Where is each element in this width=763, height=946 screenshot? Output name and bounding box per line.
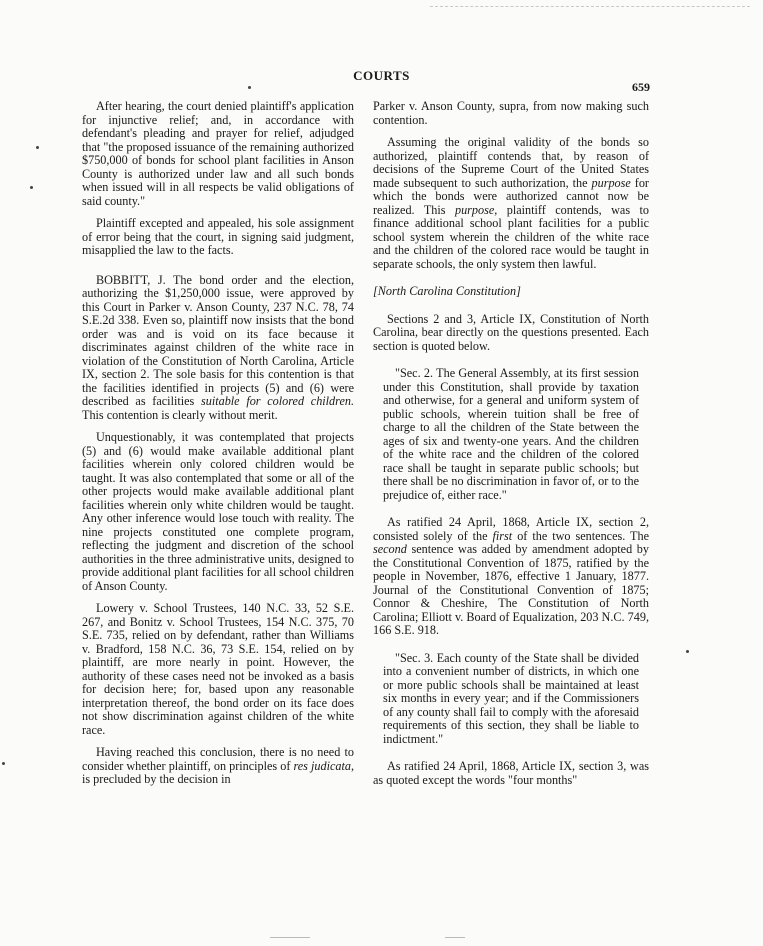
block-quote: "Sec. 3. Each county of the State shall be divided into a convenient number of districts, in which one or more public schools shall be maintained at least six months in every year; and if the Commissioners of any county shall fail to comply with the aforesaid requirements of this section, they shall be liable to indictment." xyxy=(383,650,639,746)
running-header: COURTS xyxy=(353,68,410,83)
scan-speck xyxy=(686,650,689,653)
paragraph: Sections 2 and 3, Article IX, Constitution of North Carolina, bear directly on the questions presented. Each section is quoted below. xyxy=(373,311,649,353)
paragraph: Assuming the original validity of the bonds so authorized, plaintiff contends that, by reason of decisions of the Supreme Court of the United States made subsequent to such authorization, the purpose for which the bonds were authorized cannot now be realized. This purpose, plaintiff contends, was to finance additional school plant facilities for a public school system wherein the children of the white race and the children of the colored race would be taught in separate schools, the only system then lawful. xyxy=(373,135,649,271)
block-quote: "Sec. 2. The General Assembly, at its first session under this Constitution, shall provide by taxation and otherwise, for a general and uniform system of public schools, wherein tuition shall be free of charge to all the children of the State between the ages of six and twenty-one years. And the children of the white race and the children of the colored race shall be taught in separate public schools; but there shall be no discrimination in favor of, or to the prejudice of, either race." xyxy=(383,366,639,502)
paragraph: After hearing, the court denied plaintiff's application for injunctive relief; and, in accordance with defendant's pleading and prayer for relief, adjudged that "the proposed issuance of the remaining authorized $750,000 of bonds for school plant facilities in Anson County is authorized under law and all such bonds when issued will in all respects be valid obligations of said county." xyxy=(82,99,354,208)
bottom-rule xyxy=(445,937,465,938)
left-column xyxy=(82,100,354,796)
section-heading: [North Carolina Constitution] xyxy=(373,284,521,298)
paragraph: As ratified 24 April, 1868, Article IX, section 3, was as quoted except the words "four months" xyxy=(373,759,649,787)
page-number: 659 xyxy=(632,80,650,94)
paragraph: BOBBITT, J. The bond order and the election, authorizing the $1,250,000 issue, were approved by this Court in Parker v. Anson County, 237 N.C. 78, 74 S.E.2d 338. Even so, plaintiff now insists that the bond order was and is void on its face because it discriminates against children of the white race in violation of the Constitution of North Carolina, Article IX, section 2. The sole basis for this contention is that the facilities identified in projects (5) and (6) were described as facilities suitable for colored children. This contention is clearly without merit. xyxy=(82,272,354,422)
paragraph: As ratified 24 April, 1868, Article IX, section 2, consisted solely of the first of the two sentences. The second sentence was added by amendment adopted by the Constitutional Convention of 1875, ratified by the people in November, 1876, effective 1 January, 1877. Journal of the Constitutional Convention of 1875; Connor & Cheshire, The Constitution of North Carolina; Elliott v. Board of Equalization, 203 N.C. 749, 166 S.E. 918. xyxy=(373,515,649,637)
paragraph: Having reached this conclusion, there is no need to consider whether plaintiff, on principles of res judicata, is precluded by the decision in xyxy=(82,745,354,786)
right-column xyxy=(373,100,649,796)
scan-speck xyxy=(2,762,5,765)
bottom-rule xyxy=(270,937,310,938)
paragraph: Unquestionably, it was contemplated that projects (5) and (6) would make available additional plant facilities wherein only colored children would be taught. It was also contemplated that some or all of the other projects would make available additional plant facilities wherein only white children would be taught. Any other inference would lose touch with reality. The nine projects constituted one complete program, reflecting the judgment and discretion of the school authorities in the three administrative units, designed to provide additional plant facilities for all school children of Anson County. xyxy=(82,430,354,593)
paragraph: Lowery v. School Trustees, 140 N.C. 33, 52 S.E. 267, and Bonitz v. School Trustees, 154 N.C. 375, 70 S.E. 735, relied on by defendant, rather than Williams v. Bradford, 158 N.C. 36, 73 S.E. 154, relied on by plaintiff, are more nearly in point. However, the authority of these cases need not be invoked as a basis for decision here; for, based upon any reasonable interpretation thereof, the bond order on its face does not show discrimination against children of the white race. xyxy=(82,601,354,737)
paragraph: Parker v. Anson County, supra, from now making such contention. xyxy=(373,99,649,127)
scan-speck xyxy=(36,146,39,149)
paragraph: Plaintiff excepted and appealed, his sole assignment of error being that the court, in signing said judgment, misapplied the law to the facts. xyxy=(82,216,354,257)
scan-speck xyxy=(30,186,33,189)
scan-speck xyxy=(248,86,251,89)
top-dashed-rule xyxy=(430,6,750,7)
